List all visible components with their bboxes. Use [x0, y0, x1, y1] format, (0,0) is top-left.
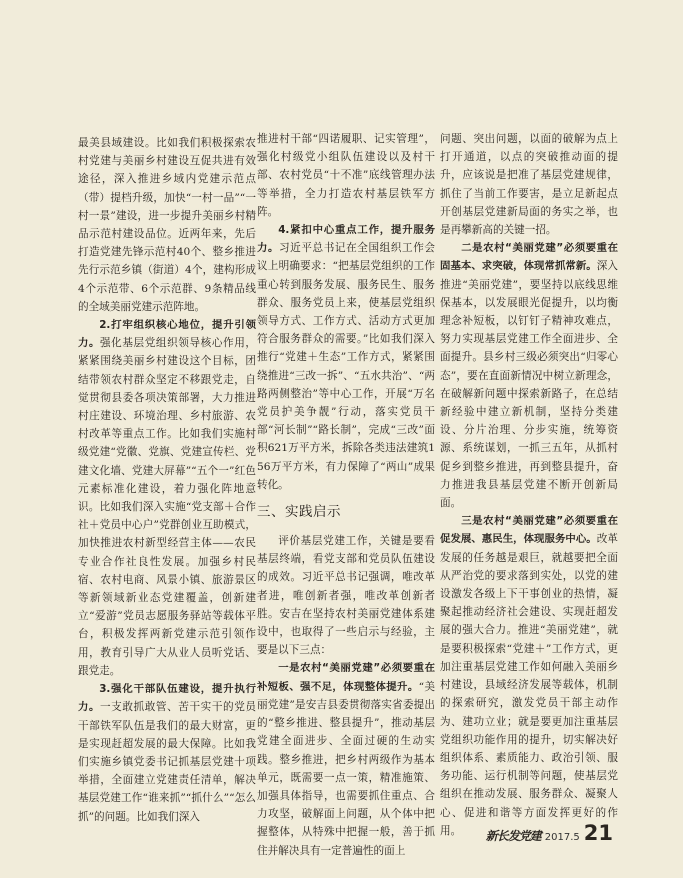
- paragraph: 评价基层党建工作，关键是要看基层终端，看党支部和党员队伍建设的成效。习近平总书记强调，唯改革者进，唯创新者强，唯改革创新者胜。安吉在坚持农村美丽党建体系建设中，也取得了一些启示与经验，主要是以下三点：: [257, 535, 435, 657]
- subheading: 二是农村“美丽党建”必须要重在固基本、求突破，体现常抓常新。: [440, 242, 618, 273]
- paragraph: [257, 221, 435, 494]
- page-footer: [486, 821, 613, 845]
- paragraph: [78, 316, 256, 680]
- paragraph: [257, 659, 435, 859]
- subheading: 三是农村“美丽党建”必须要重在促发展、惠民生，体现服务中心。: [440, 515, 618, 546]
- paragraph: [440, 512, 618, 840]
- subheading: 2.打牢组织核心地位，提升引领力。: [78, 319, 256, 350]
- paragraph-body: 强化基层党组织领导核心作用，紧紧围绕美丽乡村建设这个目标，团结带领农村群众坚定不移跟党走，自觉贯彻县委各项决策部署，大力推进村庄建设、环境治理、乡村旅游、农村改革等重点工作。比如我们实施村级党建“党徽、党旗、党建宣传栏、党建文化墙、党建大屏幕”“五个一”红色元素标准化建设，着力强化阵地意识。比如我们深入实施“党支部＋合作社＋党员中心户”党群创业互助模式，加快推进农村新型经营主体——农民专业合作社良性发展。加强乡村民宿、农村电商、风景小镇、旅游景区等新领域新业态党建覆盖，创新建立“爱游”党员志愿服务驿站等载体平台，积极发挥两新党建示范引领作用，教育引导广大从业人员听党话、跟党走。: [78, 337, 256, 677]
- text-column-2: [257, 130, 435, 860]
- paragraph: 问题、突出问题，以面的破解为点上打开通道，以点的突破推动面的提升，应该说是把准了基层党建规律，抓住了当前工作要害，是立足新起点开创基层党建新局面的务实之举，也是再攀新高的关键一招。: [440, 133, 618, 237]
- subheading: 一是农村“美丽党建”必须要重在补短板、强不足，体现整体提升。: [257, 662, 435, 693]
- subheading: 3.强化干部队伍建设，提升执行力。: [78, 683, 256, 714]
- paragraph: 推进村干部“四诺履职、记实管理”，强化村级党小组队伍建设以及村干部、农村党员“十不准”底线管理办法等举措，全力打造农村基层铁军方阵。: [257, 133, 435, 218]
- paragraph: [78, 680, 256, 826]
- paragraph-body: 改革发展的任务越是艰巨，就越要把全面从严治党的要求落到实处，以党的建设激发各级上下干事创业的热情，凝聚起推动经济社会建设、实现赶超发展的强大合力。推进“美丽党建”，就是要积极探索“党建＋”工作方式，更加注重基层党建工作如何融入美丽乡村建设，县域经济发展等载体，机制的探索研究，激发党员干部主动作为、建功立业；就是要更加注重基层党组织功能作用的提升，切实解决好组织体系、素质能力、政治引领、服务功能、运行机制等问题，使基层党组织在推动发展、服务群众、凝聚人心、促进和谐等方面发挥更好的作用。: [440, 533, 619, 837]
- paragraph-body: 习近平总书记在全国组织工作会议上明确要求：“把基层党组织的工作重心转到服务发展、服务民生、服务群众、服务党员上来，使基层党组织领导方式、工作方式、活动方式更加符合服务群众的需要。”比如我们深入推行“党建＋生态”工作方式，紧紧围绕推进“三改一拆”、“五水共治”、“两路两侧整治”等中心工作，开展“万名党员护美争靓”行动，落实党员干部“河长制”“路长制”，完成“三改”面积621万平方米，拆除各类违法建筑156万平方米，有力保障了“两山”成果转化。: [257, 242, 435, 491]
- paragraph-body: 一支敢抓敢管、苦干实干的党员干部铁军队伍是我们的最大财富，更是实现赶超发展的最大保障。比如我们实施乡镇党委书记抓基层党建十项举措，全面建立党建责任清单，解决基层党建工作“谁来抓”“抓什么”“怎么抓”的问题。比如我们深入: [78, 701, 256, 823]
- paragraph: 最美县域建设。比如我们积极探索农村党建与美丽乡村建设互促共进有效途径，深入推进乡域内党建示范点（带）提档升级，加快“一村一品”“一村一景”建设，进一步提升美丽乡村精品示范村建设品位。近两年来，先后打造党建先锋示范村40个、整乡推进先行示范乡镇（街道）4个，建构形成4个示范带、6个示范群、9条精品线的全域美丽党建示范阵地。: [78, 137, 256, 313]
- magazine-logo: 新长发党建: [485, 829, 541, 843]
- page-number: 21: [583, 821, 613, 845]
- text-column-3: [440, 130, 618, 840]
- text-column-1: [78, 134, 256, 826]
- subheading: 4.紧扣中心重点工作，提升服务力。: [257, 224, 435, 255]
- paragraph-body: 深入推进“美丽党建”，要坚持以底线思维保基本，以发展眼光促提升，以均衡理念补短板，以钉钉子精神攻难点，努力实现基层党建工作全面进步、全面提升。县乡村三级必须突出“归零心态”，要在直面新情况中树立新理念，在破解新问题中探索新路子，在总结新经验中建立新机制，坚持分类建设、分片治理、分步实施，统筹资源、系统谋划，一抓三五年，从抓村促乡到整乡推进，再到整县提升，奋力推进我县基层党建不断开创新局面。: [440, 260, 619, 510]
- issue-date: 2017.5: [544, 832, 580, 843]
- section-heading: 三、实践启示: [257, 504, 341, 521]
- paragraph-body: “美丽党建”是安吉县委贯彻落实省委提出的“整乡推进、整县提升”，推动基层党建全面进步、全面过硬的生动实践。整乡推进，把乡村两级作为基本单元，既需要一点一策，精准施策、加强具体指导，也需要抓住重点、合力攻坚，破解面上问题，从个体中把握整体，从特殊中把握一般，善于抓住并解决具有一定普遍性的面上: [257, 680, 436, 857]
- paragraph: [440, 239, 618, 512]
